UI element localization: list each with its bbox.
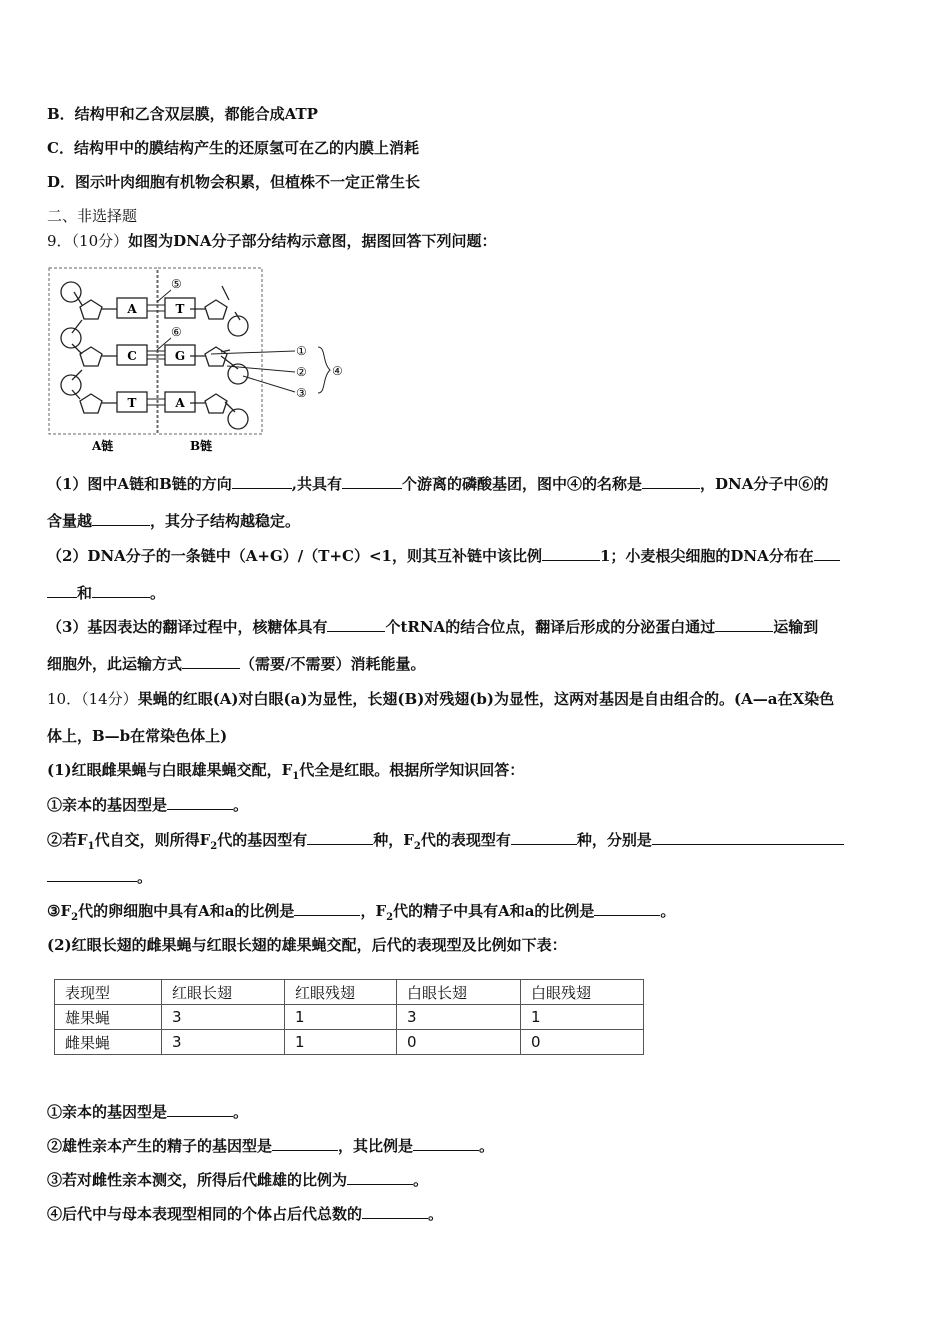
answer-blank[interactable] [327,617,385,632]
table-header-cell: 白眼残翅 [521,980,644,1005]
q9-part2-line2 [47,582,165,603]
answer-blank[interactable] [232,474,292,489]
table-row [55,1005,644,1030]
q9-p2-text-b: 1；小麦根尖细胞的DNA分布在 [599,547,814,565]
q10-p2-q1 [47,1101,248,1122]
sugar-base-bonds-a [102,309,117,403]
q10-p2-q1-text: ①亲本的基因型是 [47,1103,168,1121]
subscript: 1 [87,841,95,852]
q9-number: 9．（10分） [47,232,129,250]
option-b: B．结构甲和乙含双层膜，都能合成ATP [47,105,318,123]
q10-p2-q4-text: ④后代中与母本表现型相同的个体占后代总数的 [47,1205,363,1223]
table-cell: 1 [285,1005,397,1030]
section-heading: 二、非选择题 [47,207,138,225]
q10-p1-q2-text-b: 代自交，则所得F [94,831,211,849]
q10-p2-q2-text-a: ②雄性亲本产生的精子的基因型是 [47,1137,273,1155]
q9-p3-text-c: 运输到 [773,618,819,636]
answer-blank[interactable] [814,546,840,561]
q10-p1-q3-text-a: ③F [47,902,72,920]
marker-4: ④ [332,364,343,378]
table-cell: 1 [521,1005,644,1030]
answer-blank[interactable] [347,1170,413,1185]
marker-3: ③ [296,386,307,400]
table-header-cell: 红眼残翅 [285,980,397,1005]
sugar-b3 [205,394,227,413]
table-cell: 3 [162,1005,285,1030]
q9-p1-text-a: （1）图中A链和B链的方向 [47,475,232,493]
base-label-a2: C [127,349,137,363]
q10-p2-q2-text-b: ，其比例是 [338,1137,414,1155]
table-header-cell: 红眼长翅 [162,980,285,1005]
table-cell: 1 [285,1030,397,1055]
strand-a-label: A链 [92,439,114,453]
dna-structure-diagram [45,262,355,457]
phenotype-table [54,979,644,1055]
hydrogen-bonds-3 [147,399,165,405]
q10-p1-q1-text: ①亲本的基因型是 [47,796,168,814]
table-cell: 3 [162,1030,285,1055]
hydrogen-bonds-1 [147,305,165,311]
phosphate-a2 [61,328,81,348]
q10-p1-q2-text-c: 代的基因型有 [217,831,308,849]
answer-blank[interactable] [272,1136,338,1151]
answer-blank[interactable] [294,901,360,916]
strand-b-label: B链 [190,439,213,453]
q9-prompt: 如图为DNA分子部分结构示意图，据图回答下列问题： [128,232,497,250]
q9-p3-text-a: （3）基因表达的翻译过程中，核糖体具有 [47,618,328,636]
answer-blank[interactable] [413,1136,479,1151]
base-label-a1: A [127,302,137,316]
phosphate-b1 [228,316,248,336]
q9-p2-text-d: 。 [150,584,166,602]
table-row [55,1030,644,1055]
q9-p1-text-d: ，DNA分子中⑥的 [700,475,829,493]
period: 。 [479,1137,495,1155]
answer-blank[interactable] [47,867,137,882]
answer-blank[interactable] [642,474,700,489]
sugar-base-bonds-b [190,309,205,403]
base-label-a3: T [127,396,137,410]
q10-p1-text-b: 代全是红眼。根据所学知识回答： [299,761,525,779]
leader-3 [243,376,295,392]
q9-p2-text-a: （2）DNA分子的一条链中（A+G）/（T+C）<1，则其互补链中该比例 [47,547,542,565]
period: 。 [233,796,249,814]
q9-p1-text-c: 个游离的磷酸基团，图中④的名称是 [402,475,643,493]
phosphate-b3 [228,409,248,429]
marker-5: ⑤ [171,277,182,291]
sugar-a3 [80,394,102,413]
q9-header [47,230,497,251]
q10-p1-q3-text-b: 代的卵细胞中具有A和a的比例是 [78,902,295,920]
q10-p1-q1 [47,794,248,815]
sugar-a2 [80,347,102,366]
answer-blank[interactable] [511,830,577,845]
q9-p1-text-e: 含量越 [47,512,93,530]
q10-p1-q2-text-f: 种，分别是 [576,831,652,849]
table-cell: 0 [397,1030,521,1055]
option-d: D．图示叶肉细胞有机物会积累，但植株不一定正常生长 [47,173,421,191]
q10-prompt: 果蝇的红眼(A)对白眼(a)为显性，长翅(B)对残翅(b)为显性，这两对基因是自由组合的。(A—a在X染色 [137,690,835,708]
answer-blank[interactable] [167,795,233,810]
q10-header-cont: 体上，B—b在常染色体上) [47,727,228,745]
q10-p1-q2-text-e: 代的表现型有 [420,831,511,849]
q10-p2-q2 [47,1135,494,1156]
q9-p3-text-e: （需要/不需要）消耗能量。 [240,655,426,673]
q9-part3-line1 [47,616,818,637]
answer-blank[interactable] [715,617,773,632]
table-cell: 0 [521,1030,644,1055]
phosphate-a1 [61,282,81,302]
q10-p2-q3 [47,1169,428,1190]
leader-5 [157,290,171,302]
q10-p1-q3-text-d: 代的精子中具有A和a的比例是 [393,902,595,920]
q9-part1-line2 [47,510,300,531]
q10-p1-q2-text-d: 种，F [373,831,414,849]
q10-p1-q2-line2 [47,866,152,887]
table-header-row [55,980,644,1005]
q9-p3-text-d: 细胞外，此运输方式 [47,655,183,673]
q10-part1 [47,759,524,782]
q9-p3-text-b: 个tRNA的结合位点，翻译后形成的分泌蛋白通过 [385,618,716,636]
q10-p1-text-a: (1)红眼雌果蝇与白眼雄果蝇交配，F [47,761,293,779]
option-c: C．结构甲中的膜结构产生的还原氢可在乙的内膜上消耗 [47,139,419,157]
q10-p1-q2-line1 [47,829,844,852]
sugar-a1 [80,300,102,319]
sugar-b2 [205,347,227,366]
q10-header [47,688,834,709]
marker-2: ② [296,365,307,379]
q9-p2-text-c: 和 [77,584,93,602]
table-cell: 雌果蝇 [55,1030,162,1055]
answer-blank[interactable] [342,474,402,489]
strand-a-box [49,268,157,434]
period: 。 [413,1171,429,1189]
leader-6 [157,338,171,350]
q10-p1-q2-text-a: ②若F [47,831,88,849]
period: 。 [233,1103,249,1121]
marker-6: ⑥ [171,325,182,339]
sugar-b1 [205,300,227,319]
marker-1: ① [296,344,307,358]
q10-p2-q4 [47,1203,443,1224]
subscript: 2 [210,841,218,852]
base-label-b3: A [175,396,185,410]
answer-blank[interactable] [92,511,150,526]
q9-p1-text-b: ,共具有 [291,475,342,493]
q10-number: 10．（14分） [47,690,138,708]
q9-p1-text-f: ，其分子结构越稳定。 [150,512,301,530]
subscript: 2 [386,912,394,923]
answer-blank[interactable] [652,830,844,845]
table-cell: 3 [397,1005,521,1030]
table-header-cell: 白眼长翅 [397,980,521,1005]
hydrogen-bonds-2 [147,351,165,359]
q10-part2: (2)红眼长翅的雌果蝇与红眼长翅的雄果蝇交配，后代的表现型及比例如下表： [47,936,567,954]
answer-blank[interactable] [542,546,600,561]
period: 。 [137,868,153,886]
q10-p2-q3-text: ③若对雌性亲本测交，所得后代雌雄的比例为 [47,1171,348,1189]
bracket-4 [318,347,330,393]
phosphate-a3 [61,375,81,395]
base-label-b1: T [175,302,185,316]
period: 。 [660,902,676,920]
answer-blank[interactable] [307,830,373,845]
q9-part3-line2 [47,653,426,674]
subscript: 2 [413,841,421,852]
answer-blank[interactable] [594,901,660,916]
answer-blank[interactable] [47,583,77,598]
answer-blank[interactable] [362,1204,428,1219]
answer-blank[interactable] [92,583,150,598]
answer-blank[interactable] [167,1102,233,1117]
base-label-b2: G [174,349,186,363]
q9-part2-line1 [47,545,840,566]
q10-p1-q3-text-c: ，F [360,902,387,920]
answer-blank[interactable] [182,654,240,669]
subscript: 1 [292,771,300,782]
q10-p1-q3 [47,900,675,923]
subscript: 2 [71,912,79,923]
period: 。 [428,1205,444,1223]
table-header-cell: 表现型 [55,980,162,1005]
q9-part1-line1 [47,473,828,494]
table-cell: 雄果蝇 [55,1005,162,1030]
